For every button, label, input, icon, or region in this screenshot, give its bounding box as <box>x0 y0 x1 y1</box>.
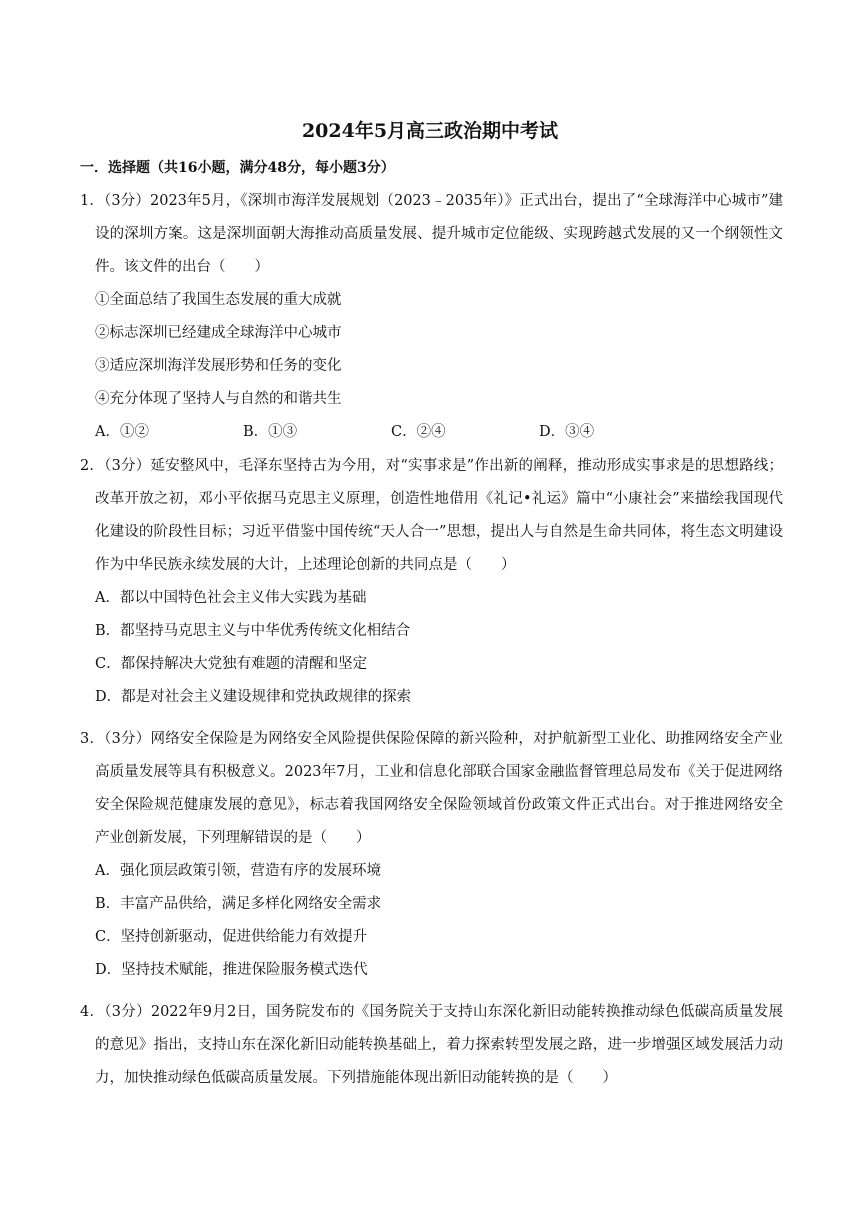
choice-a[interactable]: A．①② <box>95 424 149 440</box>
question-4 <box>80 996 783 1095</box>
choice-a[interactable]: A．强化顶层政策引领，营造有序的发展环境 <box>95 863 381 879</box>
choice-d[interactable]: D．都是对社会主义建设规律和党执政规律的探索 <box>95 689 412 705</box>
statement-2: ②标志深圳已经建成全球海洋中心城市 <box>95 325 342 341</box>
choice-b[interactable]: B．丰富产品供给，满足多样化网络安全需求 <box>95 896 382 912</box>
choice-a[interactable]: A．都以中国特色社会主义伟大实践为基础 <box>95 590 367 606</box>
choice-row <box>80 416 783 449</box>
question-1 <box>80 185 783 449</box>
choice-b[interactable]: B．①③ <box>243 424 298 440</box>
question-stem: 3．（3分）网络安全保险是为网络安全风险提供保险保障的新兴险种，对护航新型工业化、助推网络安全产业高质量发展等具有积极意义。2023年7月，工业和信息化部联合国家金融监督管理总局发布《关于促进网络安全保险规范健康发展的意见》，标志着我国网络安全保险领域首份政策文件正式出台。对于推进网络安全产业创新发展，下列理解错误的是（ ） <box>80 731 783 846</box>
question-stem: 4．（3分）2022年9月2日，国务院发布的《国务院关于支持山东深化新旧动能转换推动绿色低碳高质量发展的意见》指出，支持山东在深化新旧动能转换基础上，着力探索转型发展之路，进一步增强区域发展活力动力，加快推动绿色低碳高质量发展。下列措施能体现出新旧动能转换的是（ ） <box>80 1004 783 1086</box>
choice-c[interactable]: C．都保持解决大党独有难题的清醒和坚定 <box>95 656 368 672</box>
question-2 <box>80 450 783 714</box>
choice-d[interactable]: D．③④ <box>539 424 595 440</box>
choice-c[interactable]: C．②④ <box>391 424 446 440</box>
choice-c[interactable]: C．坚持创新驱动，促进供给能力有效提升 <box>95 929 368 945</box>
question-stem: 2．（3分）延安整风中，毛泽东坚持古为今用，对“实事求是”作出新的阐释，推动形成实事求是的思想路线；改革开放之初，邓小平依据马克思主义原理，创造性地借用《礼记•礼运》篇中“小康社会”来描绘我国现代化建设的阶段性目标；习近平借鉴中国传统“天人合一”思想，提出人与自然是生命共同体，将生态文明建设作为中华民族永续发展的大计，上述理论创新的共同点是（ ） <box>80 458 783 573</box>
choice-b[interactable]: B．都坚持马克思主义与中华优秀传统文化相结合 <box>95 623 411 639</box>
statement-4: ④充分体现了坚持人与自然的和谐共生 <box>95 391 342 407</box>
choice-d[interactable]: D．坚持技术赋能，推进保险服务模式迭代 <box>95 962 368 978</box>
question-stem: 1．（3分）2023年5月，《深圳市海洋发展规划（2023﹣2035年）》正式出台，提出了“全球海洋中心城市”建设的深圳方案。这是深圳面朝大海推动高质量发展、提升城市定位能级、实现跨越式发展的又一个纲领性文件。该文件的出台（ ） <box>80 193 783 275</box>
statement-3: ③适应深圳海洋发展形势和任务的变化 <box>95 358 342 374</box>
statement-1: ①全面总结了我国生态发展的重大成就 <box>95 292 342 308</box>
exam-title: 2024年5月高三政治期中考试 <box>301 120 559 142</box>
question-3 <box>80 723 783 987</box>
section-heading: 一．选择题（共16小题，满分48分，每小题3分） <box>80 160 395 176</box>
